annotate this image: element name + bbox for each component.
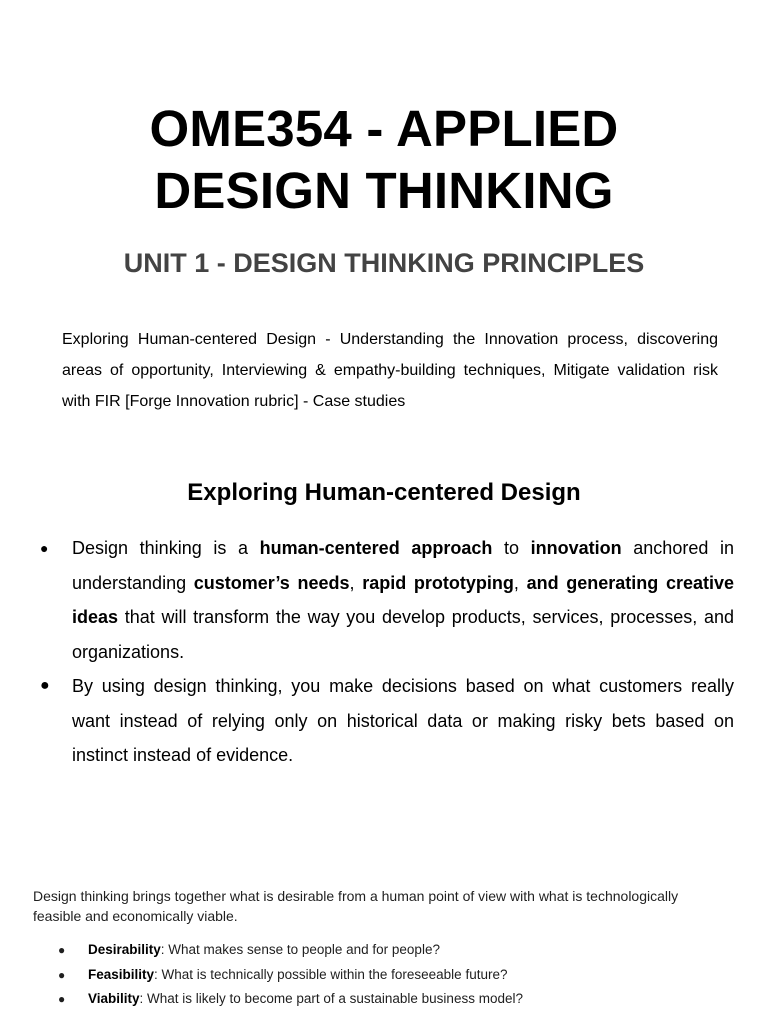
list-item <box>40 531 734 669</box>
list-item <box>58 987 738 1012</box>
bullet-icon: ● <box>58 967 66 982</box>
criteria-term: Viability <box>88 991 140 1006</box>
page-title <box>0 98 768 222</box>
list-item <box>40 669 734 773</box>
criteria-term: Desirability <box>88 942 161 957</box>
text-run: anchored in understanding <box>72 538 734 593</box>
section-heading: Exploring Human-centered Design <box>187 479 581 506</box>
bullet-icon: ● <box>40 677 50 694</box>
bold-term: human-centered approach <box>259 538 493 558</box>
criteria-list <box>58 938 738 1012</box>
bullet-icon: ● <box>58 943 66 957</box>
text-run: , <box>513 572 527 593</box>
text-run: By using design thinking, you make decisions based on what customers really want instead of relying only on historical data or making risky bets based on instinct instead of evidence. <box>72 676 734 765</box>
text-run: that will transform the way you develop products, services, processes, and organizations. <box>72 607 734 662</box>
text-run: , <box>349 572 363 593</box>
main-bullet-list <box>40 531 734 773</box>
criteria-desc: : What is technically possible within the foreseeable future? <box>154 966 508 982</box>
title-line-1: OME354 - APPLIED <box>149 100 619 157</box>
text-run: Design thinking is a <box>72 538 260 558</box>
bold-term: customer’s needs <box>193 572 350 593</box>
bold-term: rapid prototyping <box>362 572 514 593</box>
criteria-desc: : What is likely to become part of a sustainable business model? <box>139 991 523 1006</box>
title-line-2: DESIGN THINKING <box>154 162 614 219</box>
bold-term: and generating creative ideas <box>72 572 735 627</box>
list-item <box>58 938 738 963</box>
text-run: to <box>492 538 531 558</box>
criteria-desc: : What makes sense to people and for people? <box>160 942 440 957</box>
criteria-term: Feasibility <box>88 966 155 982</box>
bullet-icon: ● <box>58 992 66 1006</box>
bullet-icon: ● <box>40 540 49 556</box>
unit-overview-paragraph: Exploring Human-centered Design - Understanding the Innovation process, discovering areas of opportunity, Interviewing & empathy-building techniques, Mitigate validation risk with FIR [Forge Innovation rubric] - Case studies <box>62 331 718 410</box>
unit-subtitle: UNIT 1 - DESIGN THINKING PRINCIPLES <box>123 248 645 278</box>
list-item <box>58 963 738 988</box>
bold-term: innovation <box>530 538 622 558</box>
lower-intro-paragraph: Design thinking brings together what is desirable from a human point of view with what is technologically feasible and economically viable. <box>33 888 679 924</box>
